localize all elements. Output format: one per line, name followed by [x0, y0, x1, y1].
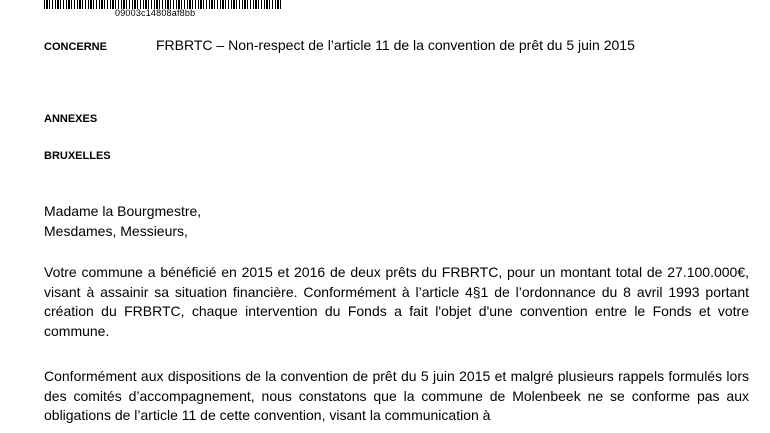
city-label: BRUXELLES — [44, 150, 111, 162]
barcode-id: 09003c14808af8bb — [115, 8, 196, 18]
concerne-subject: FRBRTC – Non-respect de l’article 11 de la convention de prêt du 5 juin 2015 — [156, 37, 635, 53]
annexes-label: ANNEXES — [44, 113, 98, 125]
paragraph-2: Conformément aux dispositions de la convention de prêt du 5 juin 2015 et malgré plusieurs rappels formulés lors des comités d’accompagnement, nous constatons que la commune de Molenbeek ne se conforme pas aux obligations de l’article 11 de cette convention, visant la communication à — [44, 368, 749, 423]
salutation-line-2: Mesdames, Messieurs, — [44, 223, 188, 239]
concerne-label: CONCERNE — [44, 41, 107, 53]
salutation-line-1: Madame la Bourgmestre, — [44, 203, 202, 219]
salutation — [44, 201, 201, 241]
paragraph-1: Votre commune a bénéficié en 2015 et 2016 de deux prêts du FRBRTC, pour un montant total de 27.100.000€, visant à assainir sa situation financière. Conformément à l’article 4§1 de l’ordonnance du 8 avril 1993 portant création du FRBRTC, chaque intervention du Fonds a fait l'objet d'une convention entre le Fonds et votre commune. — [44, 264, 749, 339]
